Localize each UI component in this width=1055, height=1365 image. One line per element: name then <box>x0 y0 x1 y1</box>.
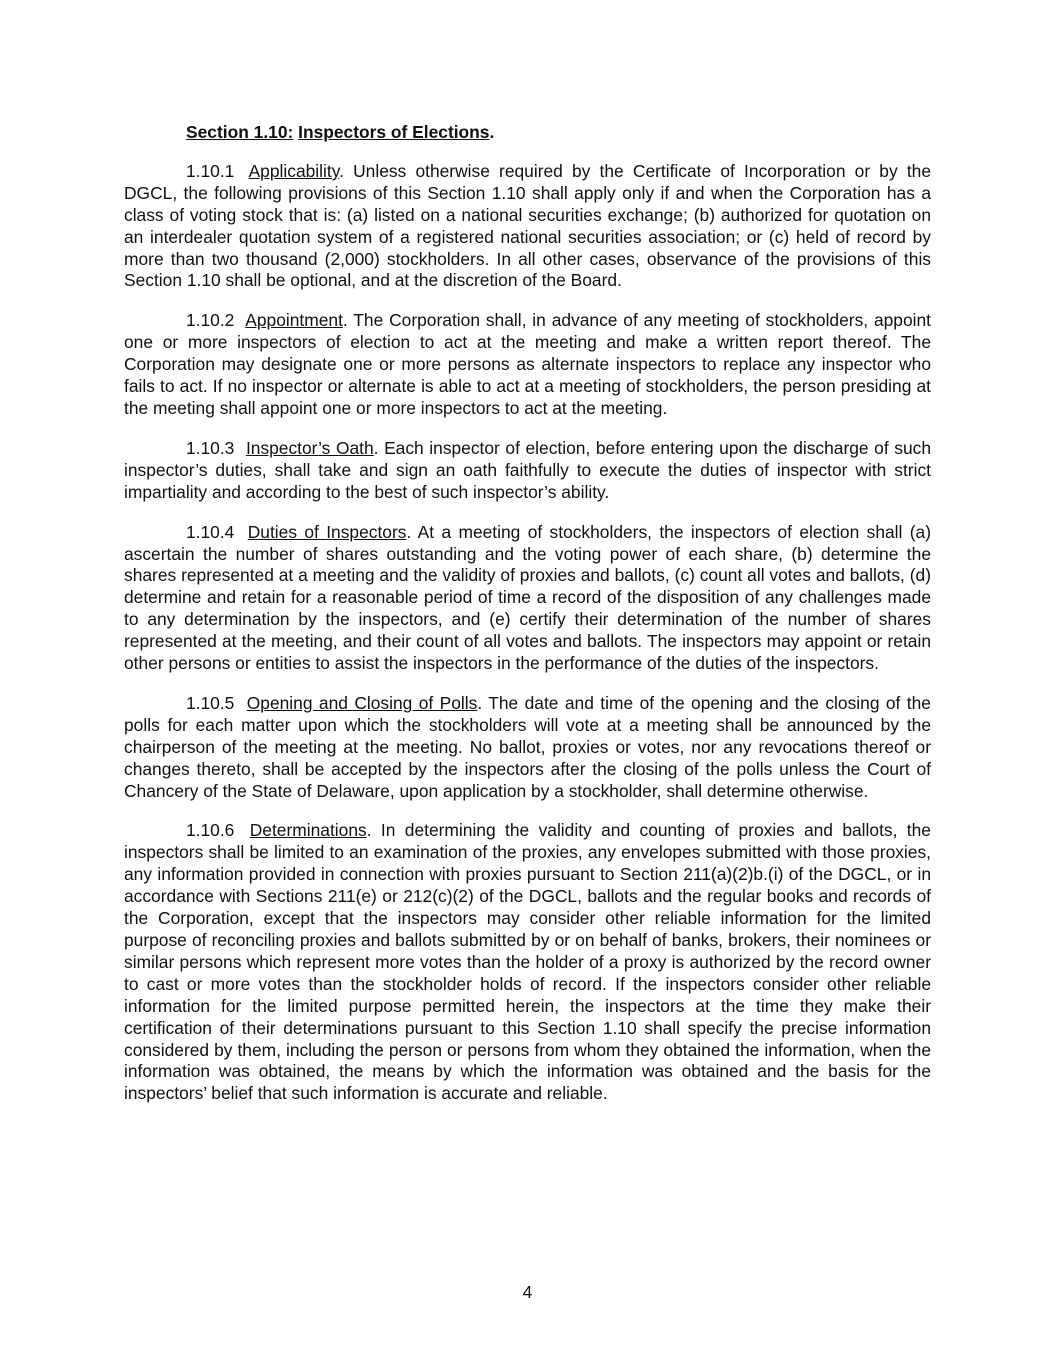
paragraph-text: . At a meeting of stockholders, the inspectors of election shall (a) ascertain the number of shares outstanding and the voting power of each share, (b) determine the shares represented at a meeting and the validity of proxies and ballots, (c) count all votes and ballots, (d) determine and retain for a reasonable period of time a record of the disposition of any challenges made to any determination by the inspectors, and (e) certify their determination of the number of shares represented at the meeting, and their count of all votes and ballots. The inspectors may appoint or retain other persons or entities to assist the inspectors in the performance of the duties of the inspectors. <box>124 521 931 674</box>
section-heading <box>124 122 931 144</box>
paragraph-1-10-2 <box>124 310 931 420</box>
paragraph-heading: Determinations <box>249 820 367 841</box>
paragraph-number: 1.10.1 <box>186 160 235 181</box>
paragraph-text: . The Corporation shall, in advance of any meeting of stockholders, appoint one or more inspectors of election to act at the meeting and make a written report thereof. The Corporation may designate one or more persons as alternate inspectors to replace any inspector who fails to act. If no inspector or alternate is able to act at a meeting of stockholders, the person presiding at the meeting shall appoint one or more inspectors to act at the meeting. <box>124 310 932 418</box>
paragraph-heading: Appointment <box>245 310 343 331</box>
paragraph-number: 1.10.6 <box>186 820 235 841</box>
section-label: Section 1.10: <box>186 122 294 142</box>
section-title: Inspectors of Elections <box>298 122 490 142</box>
paragraph-heading: Opening and Closing of Polls <box>246 692 478 713</box>
paragraph-heading: Applicability <box>248 160 340 181</box>
paragraph-text: . Unless otherwise required by the Certificate of Incorporation or by the DGCL, the following provisions of this Section 1.10 shall apply only if and when the Corporation has a class of voting stock that is: (a) listed on a national securities exchange; (b) authorized for quotation on an interdealer quotation system of a registered national securities association; or (c) held of record by more than two thousand (2,000) stockholders. In all other cases, observance of the provisions of this Section 1.10 shall be optional, and at the discretion of the Board. <box>124 160 932 291</box>
paragraph-heading: Duties of Inspectors <box>247 521 407 542</box>
section-end-punct: . <box>489 122 495 142</box>
paragraph-text: . Each inspector of election, before entering upon the discharge of such inspector’s duties, shall take and sign an oath faithfully to execute the duties of inspector with strict impartiality and according to the best of such inspector’s ability. <box>124 437 931 502</box>
paragraph-text: . The date and time of the opening and the closing of the polls for each matter upon which the stockholders will vote at a meeting shall be announced by the chairperson of the meeting at the meeting. No ballot, proxies or votes, nor any revocations thereof or changes thereto, shall be accepted by the inspectors after the closing of the polls unless the Court of Chancery of the State of Delaware, upon application by a stockholder, shall determine otherwise. <box>124 692 931 801</box>
paragraph-1-10-1 <box>124 161 931 292</box>
paragraph-number: 1.10.5 <box>186 692 235 713</box>
paragraph-number: 1.10.4 <box>186 521 235 542</box>
paragraph-1-10-4 <box>124 522 931 675</box>
paragraph-1-10-3 <box>124 438 931 504</box>
paragraph-number: 1.10.3 <box>186 437 235 458</box>
paragraph-number: 1.10.2 <box>186 310 235 331</box>
paragraph-1-10-6 <box>124 820 931 1105</box>
paragraph-text: . In determining the validity and counting of proxies and ballots, the inspectors shall be limited to an examination of the proxies, any envelopes submitted with those proxies, any information provided in connection with proxies pursuant to Section 211(a)(2)b.(i) of the DGCL, or in accordance with Sections 211(e) or 212(c)(2) of the DGCL, ballots and the regular books and records of the Corporation, except that the inspectors may consider other reliable information for the limited purpose of reconciling proxies and ballots submitted by or on behalf of banks, brokers, their nominees or similar persons which represent more votes than the holder of a proxy is authorized by the record owner to cast or more votes than the stockholder holds of record. If the inspectors consider other reliable information for the limited purpose permitted herein, the inspectors at the time they make their certification of their determinations pursuant to this Section 1.10 shall specify the precise information considered by them, including the person or persons from whom they obtained the information, when the information was obtained, the means by which the information was obtained and the basis for the inspectors’ belief that such information is accurate and reliable. <box>124 820 931 1104</box>
paragraph-1-10-5 <box>124 693 931 803</box>
document-page <box>124 122 931 1123</box>
paragraph-heading: Inspector’s Oath <box>245 437 374 458</box>
page-number: 4 <box>522 1282 533 1302</box>
